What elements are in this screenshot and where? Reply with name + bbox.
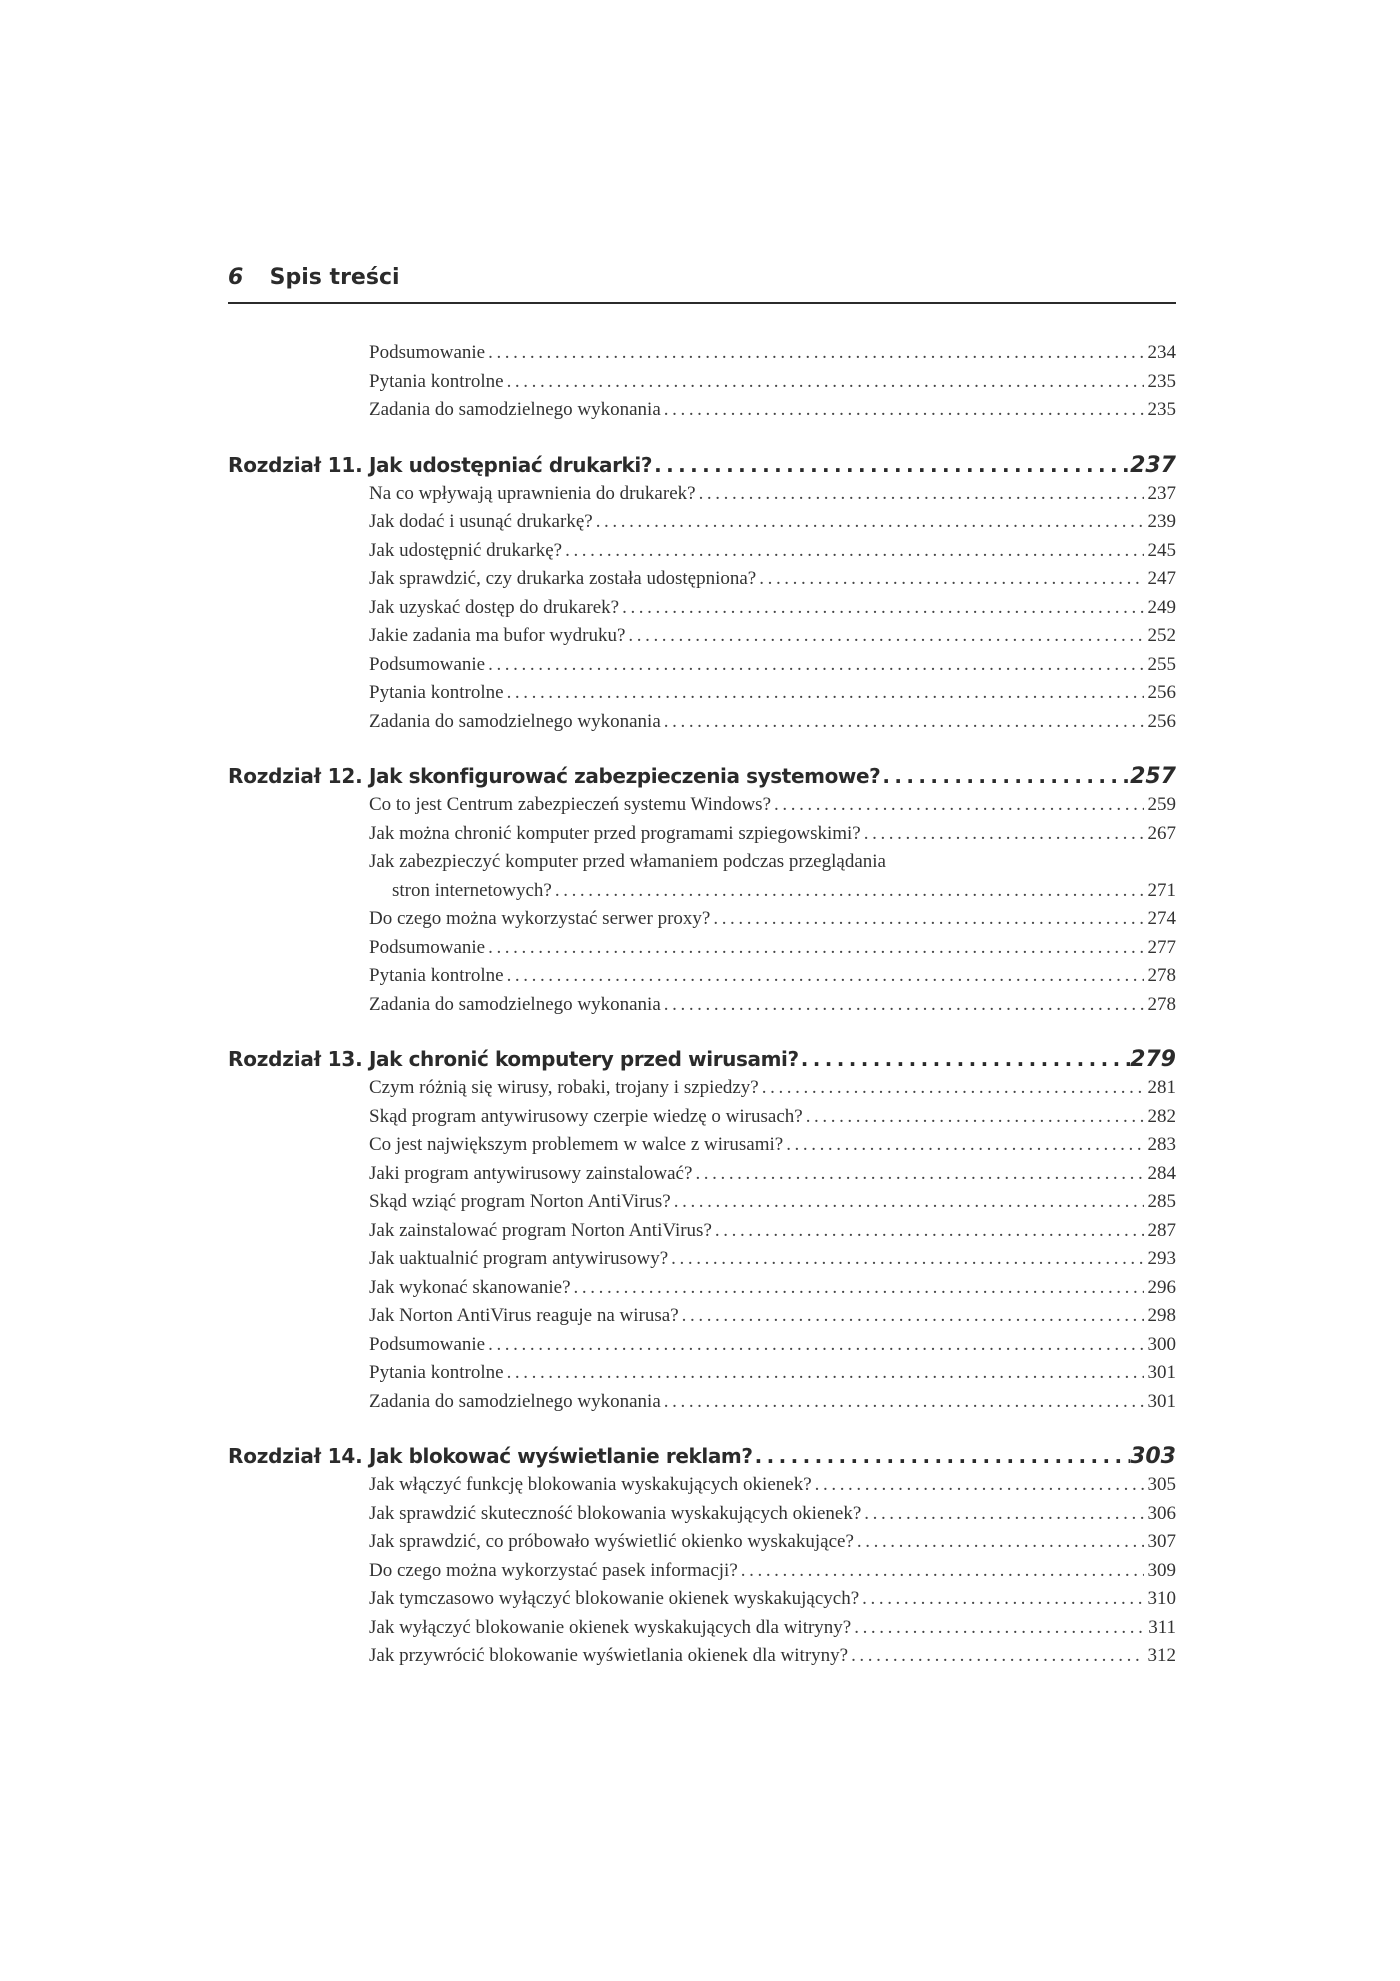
chapter-title: Jak blokować wyświetlanie reklam? (369, 1444, 753, 1468)
entry-page: 311 (1148, 1616, 1176, 1638)
toc-entry (369, 820, 1176, 849)
entry-title: Jak uzyskać dostęp do drukarek? (369, 596, 620, 618)
dot-leader (574, 1274, 1144, 1302)
entry-page: 306 (1147, 1502, 1176, 1524)
entry-title: Jak udostępnić drukarkę? (369, 539, 563, 561)
toc-entry (369, 1103, 1176, 1132)
toc-entry (369, 848, 1176, 877)
toc-entry (369, 622, 1176, 651)
entry-title: Zadania do samodzielnego wykonania (369, 1390, 661, 1412)
entry-title: Skąd wziąć program Norton AntiVirus? (369, 1191, 671, 1212)
entry-title: Jak można chronić komputer przed programami szpiegowskimi? (369, 822, 861, 844)
entry-page: 256 (1147, 710, 1176, 732)
dot-leader (864, 1500, 1143, 1528)
dot-leader (507, 1359, 1144, 1387)
entry-page: 287 (1147, 1219, 1176, 1241)
dot-leader (857, 1528, 1144, 1556)
entry-title: Do czego można wykorzystać pasek informacji? (369, 1559, 738, 1581)
toc-entry (369, 651, 1176, 680)
dot-leader (801, 1044, 1130, 1074)
toc-entry (369, 962, 1176, 991)
chapter-title: Jak chronić komputery przed wirusami? (369, 1047, 799, 1071)
entry-page: 245 (1147, 539, 1176, 561)
entry-page: 235 (1147, 370, 1176, 392)
dot-leader (762, 1074, 1144, 1102)
entry-title: Jak sprawdzić, czy drukarka została udostępniona? (369, 568, 757, 589)
entry-page: 310 (1147, 1588, 1176, 1609)
dot-leader (699, 480, 1144, 508)
dot-leader (713, 905, 1143, 933)
toc-entry (369, 1245, 1176, 1274)
entry-page: 235 (1147, 399, 1176, 420)
dot-leader (741, 1557, 1144, 1585)
entry-title: Podsumowanie (369, 1333, 486, 1355)
chapter-title: Jak skonfigurować zabezpieczenia systemowe? (369, 764, 881, 788)
entry-title: Jakie zadania ma bufor wydruku? (369, 625, 626, 646)
dot-leader (695, 1160, 1143, 1188)
chapter-label: Rozdział 13. (228, 1047, 363, 1071)
entry-page: 255 (1147, 653, 1176, 675)
toc-entry (369, 594, 1176, 623)
toc-entry (369, 991, 1176, 1020)
entry-page: 293 (1147, 1248, 1176, 1269)
entry-title: Na co wpływają uprawnienia do drukarek? (369, 482, 696, 504)
dot-leader (664, 396, 1144, 424)
entry-page: 271 (1147, 879, 1176, 901)
dot-leader (488, 1331, 1143, 1359)
entry-title: Pytania kontrolne (369, 1362, 504, 1383)
entry-title: Skąd program antywirusowy czerpie wiedzę o wirusach? (369, 1105, 803, 1127)
entry-title: Jak zainstalować program Norton AntiVirus? (369, 1219, 712, 1241)
entry-page: 307 (1147, 1531, 1176, 1552)
chapter-label: Rozdział 11. (228, 452, 363, 477)
dot-leader (759, 565, 1143, 593)
entry-title: Jak Norton AntiVirus reaguje na wirusa? (369, 1305, 679, 1326)
chapter-heading (228, 761, 1176, 791)
entry-title: Do czego można wykorzystać serwer proxy? (369, 908, 711, 929)
chapter-entries (228, 1074, 1176, 1416)
entry-title: Pytania kontrolne (369, 965, 504, 986)
entry-page: 252 (1147, 625, 1176, 646)
entry-title: Jak wykonać skanowanie? (369, 1276, 571, 1298)
entry-title: Czym różnią się wirusy, robaki, trojany i szpiedzy? (369, 1077, 759, 1098)
chapter-label: Rozdział 12. (228, 764, 363, 788)
dot-leader (507, 962, 1144, 990)
chapter-entries (228, 791, 1176, 1019)
toc-entry (369, 1585, 1176, 1614)
entry-page: 278 (1147, 965, 1176, 986)
entry-title: Jak uaktualnić program antywirusowy? (369, 1248, 669, 1269)
entry-page: 283 (1147, 1134, 1176, 1155)
toc-entry (369, 1557, 1176, 1586)
entry-title: stron internetowych? (392, 879, 552, 901)
entry-title: Jak wyłączyć blokowanie okienek wyskakujących dla witryny? (369, 1616, 852, 1638)
toc-entry (369, 1217, 1176, 1246)
dot-leader (507, 368, 1144, 396)
chapter-page: 237 (1130, 452, 1176, 478)
entry-page: 239 (1147, 511, 1176, 532)
entry-page: 234 (1147, 342, 1176, 363)
chapter-page: 303 (1130, 1444, 1176, 1469)
entry-page: 284 (1147, 1162, 1176, 1184)
entry-page: 312 (1147, 1645, 1176, 1666)
dot-leader (565, 537, 1143, 565)
toc-entry (369, 1388, 1176, 1417)
dot-leader (622, 594, 1143, 622)
toc-entry (369, 1188, 1176, 1217)
toc-entry-continuation (392, 877, 1176, 906)
dot-leader (815, 1471, 1144, 1499)
running-title: Spis treści (269, 265, 400, 290)
chapter-page: 257 (1130, 764, 1176, 789)
dot-leader (851, 1642, 1143, 1670)
toc-entry (369, 1302, 1176, 1331)
toc-entry (369, 1274, 1176, 1303)
chapter-heading (228, 1441, 1176, 1471)
dot-leader (664, 991, 1144, 1019)
running-header (228, 262, 1176, 304)
entry-page: 305 (1147, 1474, 1176, 1495)
entry-page: 301 (1147, 1362, 1176, 1383)
entry-page: 256 (1147, 682, 1176, 703)
entry-title: Pytania kontrolne (369, 682, 504, 703)
entry-title: Pytania kontrolne (369, 370, 504, 392)
dot-leader (774, 791, 1143, 819)
table-of-contents (228, 339, 1176, 1671)
entry-page: 281 (1147, 1077, 1176, 1098)
toc-entry (369, 508, 1176, 537)
toc-entry (369, 1331, 1176, 1360)
toc-entry (369, 565, 1176, 594)
entry-title: Jak sprawdzić skuteczność blokowania wyskakujących okienek? (369, 1502, 862, 1524)
entry-title: Jak tymczasowo wyłączyć blokowanie okienek wyskakujących? (369, 1588, 860, 1609)
chapter-entries (228, 1471, 1176, 1671)
entry-title: Co to jest Centrum zabezpieczeń systemu Windows? (369, 794, 772, 815)
toc-entry (369, 480, 1176, 509)
dot-leader (882, 761, 1130, 791)
entry-title: Zadania do samodzielnego wykonania (369, 399, 661, 420)
chapter-entries (228, 480, 1176, 737)
chapter-heading (228, 1044, 1176, 1074)
entry-page: 267 (1147, 822, 1176, 844)
dot-leader (488, 934, 1143, 962)
dot-leader (596, 508, 1144, 536)
toc-entry (369, 1160, 1176, 1189)
entry-title: Jak przywrócić blokowanie wyświetlania okienek dla witryny? (369, 1645, 849, 1666)
page-number: 6 (228, 265, 244, 290)
toc-entry (369, 1528, 1176, 1557)
toc-entry (369, 339, 1176, 368)
entry-title: Co jest największym problemem w walce z wirusami? (369, 1134, 784, 1155)
entry-title: Podsumowanie (369, 342, 486, 363)
dot-leader (654, 450, 1130, 480)
toc-entry (369, 708, 1176, 737)
dot-leader (674, 1188, 1144, 1216)
toc-entry (369, 396, 1176, 425)
entry-page: 309 (1147, 1559, 1176, 1581)
entry-page: 274 (1147, 908, 1176, 929)
dot-leader (715, 1217, 1144, 1245)
entry-title: Podsumowanie (369, 936, 486, 958)
dot-leader (682, 1302, 1144, 1330)
dot-leader (786, 1131, 1143, 1159)
toc-entry (369, 905, 1176, 934)
entry-page: 301 (1147, 1390, 1176, 1412)
dot-leader (628, 622, 1143, 650)
chapter-page: 279 (1130, 1047, 1176, 1072)
entry-title: Jak zabezpieczyć komputer przed włamaniem podczas przeglądania (369, 851, 886, 872)
entry-title: Jaki program antywirusowy zainstalować? (369, 1162, 693, 1184)
chapter-label: Rozdział 14. (228, 1444, 363, 1468)
toc-entry (369, 537, 1176, 566)
dot-leader (755, 1441, 1130, 1471)
chapter-heading (228, 450, 1176, 480)
entry-page: 277 (1147, 936, 1176, 958)
dot-leader (664, 708, 1144, 736)
intro-entries (228, 339, 1176, 425)
toc-entry (369, 1500, 1176, 1529)
entry-title: Jak włączyć funkcję blokowania wyskakujących okienek? (369, 1474, 812, 1495)
toc-entry (369, 1131, 1176, 1160)
chapter-title: Jak udostępniać drukarki? (369, 452, 653, 477)
toc-entry (369, 679, 1176, 708)
entry-title: Jak sprawdzić, co próbowało wyświetlić okienko wyskakujące? (369, 1531, 854, 1552)
dot-leader (806, 1103, 1144, 1131)
dot-leader (555, 877, 1144, 905)
entry-page: 247 (1147, 568, 1176, 589)
entry-page: 249 (1147, 596, 1176, 618)
dot-leader (864, 820, 1144, 848)
toc-entry (369, 1614, 1176, 1643)
entry-title: Jak dodać i usunąć drukarkę? (369, 511, 593, 532)
entry-page: 296 (1147, 1276, 1176, 1298)
entry-page: 278 (1147, 993, 1176, 1015)
dot-leader (854, 1614, 1144, 1642)
entry-title: Podsumowanie (369, 653, 486, 675)
entry-title: Zadania do samodzielnego wykonania (369, 993, 661, 1015)
dot-leader (488, 339, 1143, 367)
dot-leader (671, 1245, 1143, 1273)
toc-entry (369, 791, 1176, 820)
toc-entry (369, 1642, 1176, 1671)
dot-leader (488, 651, 1143, 679)
toc-entry (369, 1359, 1176, 1388)
entry-page: 285 (1147, 1191, 1176, 1212)
toc-entry (369, 368, 1176, 397)
toc-entry (369, 1074, 1176, 1103)
dot-leader (862, 1585, 1143, 1613)
toc-entry (369, 934, 1176, 963)
entry-page: 259 (1147, 794, 1176, 815)
entry-page: 237 (1147, 482, 1176, 504)
dot-leader (507, 679, 1144, 707)
entry-page: 282 (1147, 1105, 1176, 1127)
dot-leader (664, 1388, 1144, 1416)
entry-title: Zadania do samodzielnego wykonania (369, 710, 661, 732)
entry-page: 298 (1147, 1305, 1176, 1326)
entry-page: 300 (1147, 1333, 1176, 1355)
toc-entry (369, 1471, 1176, 1500)
